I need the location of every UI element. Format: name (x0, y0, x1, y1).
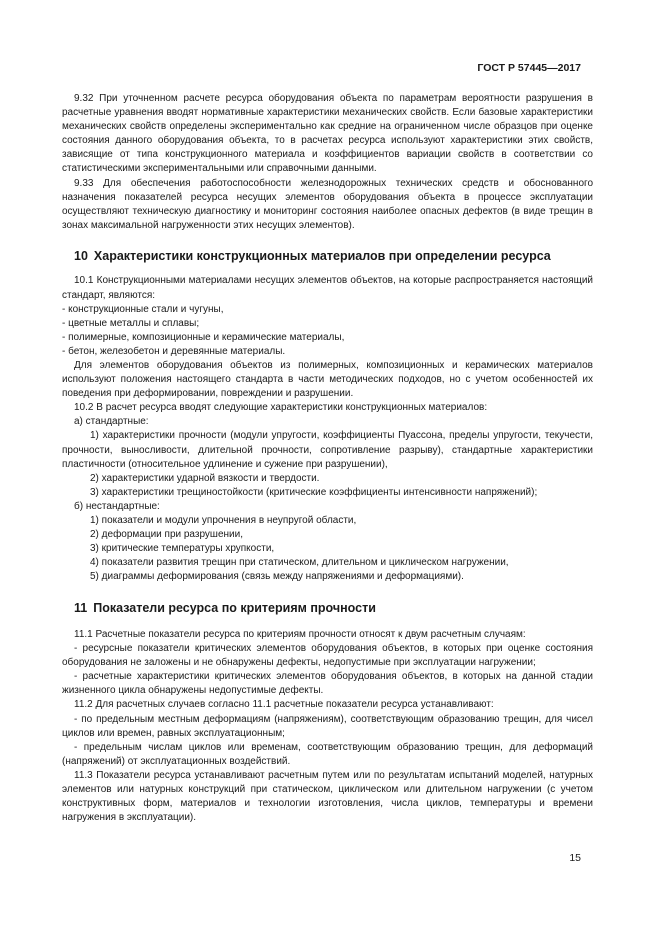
section-10-heading (62, 249, 593, 265)
paragraph-9-32: 9.32 При уточненном расчете ресурса оборудования объекта по параметрам вероятности разрушения в расчетные уравнения вводят нормативные характеристики механических свойств. Если базовые характеристики механических свойств определены экспериментально как средние на ограниченном числе образцов при оценке состояния данного оборудования объекта, то в расчетах ресурса используют характеристики этих свойств, зависящие от типа конструкционного материала и коэффициентов вариации свойств в соответствии со статистическими экспериментальными или справочными данными. (62, 93, 593, 175)
list-item-limit: - предельным числам циклов или временам, соответствующим образованию трещин, для деформаций (напряжений) от эксплуатационных воздействий. (62, 741, 593, 767)
paragraph-11-2: 11.2 Для расчетных случаев согласно 11.1 расчетные показатели ресурса устанавливают: (74, 699, 494, 711)
list-item-material: - полимерные, композиционные и керамические материалы, (62, 331, 345, 343)
document-code: ГОСТ Р 57445—2017 (477, 62, 581, 74)
list-item-nonstandard: 5) диаграммы деформирования (связь между напряжениями и деформациями). (90, 571, 464, 583)
page-content (62, 92, 593, 825)
list-item-standard: 2) характеристики ударной вязкости и твердости. (90, 472, 320, 484)
section-10-number: 10 (74, 248, 88, 263)
paragraph-11-1: 11.1 Расчетные показатели ресурса по критериям прочности относят к двум расчетным случаям: (74, 629, 526, 640)
list-item-standard: 3) характеристики трещиностойкости (критические коэффициенты интенсивности напряжений); (90, 486, 538, 498)
standard-label: а) стандартные: (74, 416, 149, 428)
paragraph-9-33: 9.33 Для обеспечения работоспособности железнодорожных технических средств и обоснованного назначения показателей ресурса несущих элементов оборудования объекта в процессе эксплуатации осуществляют техническую диагностику и мониторинг состояния наиболее опасных дефектов (в виде трещин в зонах максимальной нагруженности этих несущих элементов). (62, 177, 593, 231)
section-11-title: Показатели ресурса по критериям прочности (93, 600, 376, 615)
list-item-nonstandard: 4) показатели развития трещин при статическом, длительном и циклическом нагружении, (90, 557, 509, 569)
list-item-nonstandard: 2) деформации при разрушении, (90, 529, 243, 541)
section-11-number: 11 (74, 600, 88, 615)
list-item-case: - ресурсные показатели критических элементов оборудования объектов, в которых при оценке состояния оборудования не заложены и не обнаружены дефекты, недопустимые при эксплуатации нагружении; (62, 643, 593, 669)
paragraph-polymer: Для элементов оборудования объектов из полимерных, композиционных и керамических материалов используют положения настоящего стандарта в части методических подходов, но с учетом особенностей их поведения при деформировании, повреждении и разрушении. (62, 360, 593, 400)
section-11-heading (62, 601, 593, 617)
list-item-standard: 1) характеристики прочности (модули упругости, коэффициенты Пуассона, пределы упругости, текучести, прочности, выносливости, длительной прочности, сопротивление разрыву), стандартные характеристики пластичности (относительное удлинение и сужение при разрушении), (62, 430, 593, 470)
section-10-title: Характеристики конструкционных материалов при определении ресурса (93, 248, 551, 263)
list-item-material: - цветные металлы и сплавы; (62, 317, 200, 329)
nonstandard-label: б) нестандартные: (74, 500, 160, 512)
page-number: 15 (569, 852, 581, 864)
list-item-material: - бетон, железобетон и деревянные материалы. (62, 345, 286, 357)
list-item-material: - конструкционные стали и чугуны, (62, 303, 224, 315)
paragraph-10-2: 10.2 В расчет ресурса вводят следующие характеристики конструкционных материалов: (74, 402, 488, 414)
paragraph-11-3: 11.3 Показатели ресурса устанавливают расчетным путем или по результатам испытаний моделей, натурных элементов или натурных конструкций при статическом, циклическом или длительном нагружении (с учетом конструктивных форм, материалов и технологии изготовления, числа циклов, температуры и времени нагружения в эксплуатации). (62, 769, 593, 824)
list-item-case: - расчетные характеристики критических элементов оборудования объектов, в которых на данной стадии жизненного цикла обнаружены недопустимые дефекты. (62, 671, 593, 697)
list-item-nonstandard: 3) критические температуры хрупкости, (90, 543, 275, 555)
list-item-nonstandard: 1) показатели и модули упрочнения в неупругой области, (90, 515, 357, 527)
list-item-limit: - по предельным местным деформациям (напряжениям), соответствующим образованию трещин, для чисел циклов или времен, равных эксплуатационным; (62, 713, 593, 739)
paragraph-10-1: 10.1 Конструкционными материалами несущих элементов объектов, на которые распространяется настоящий стандарт, являются: (62, 275, 593, 301)
